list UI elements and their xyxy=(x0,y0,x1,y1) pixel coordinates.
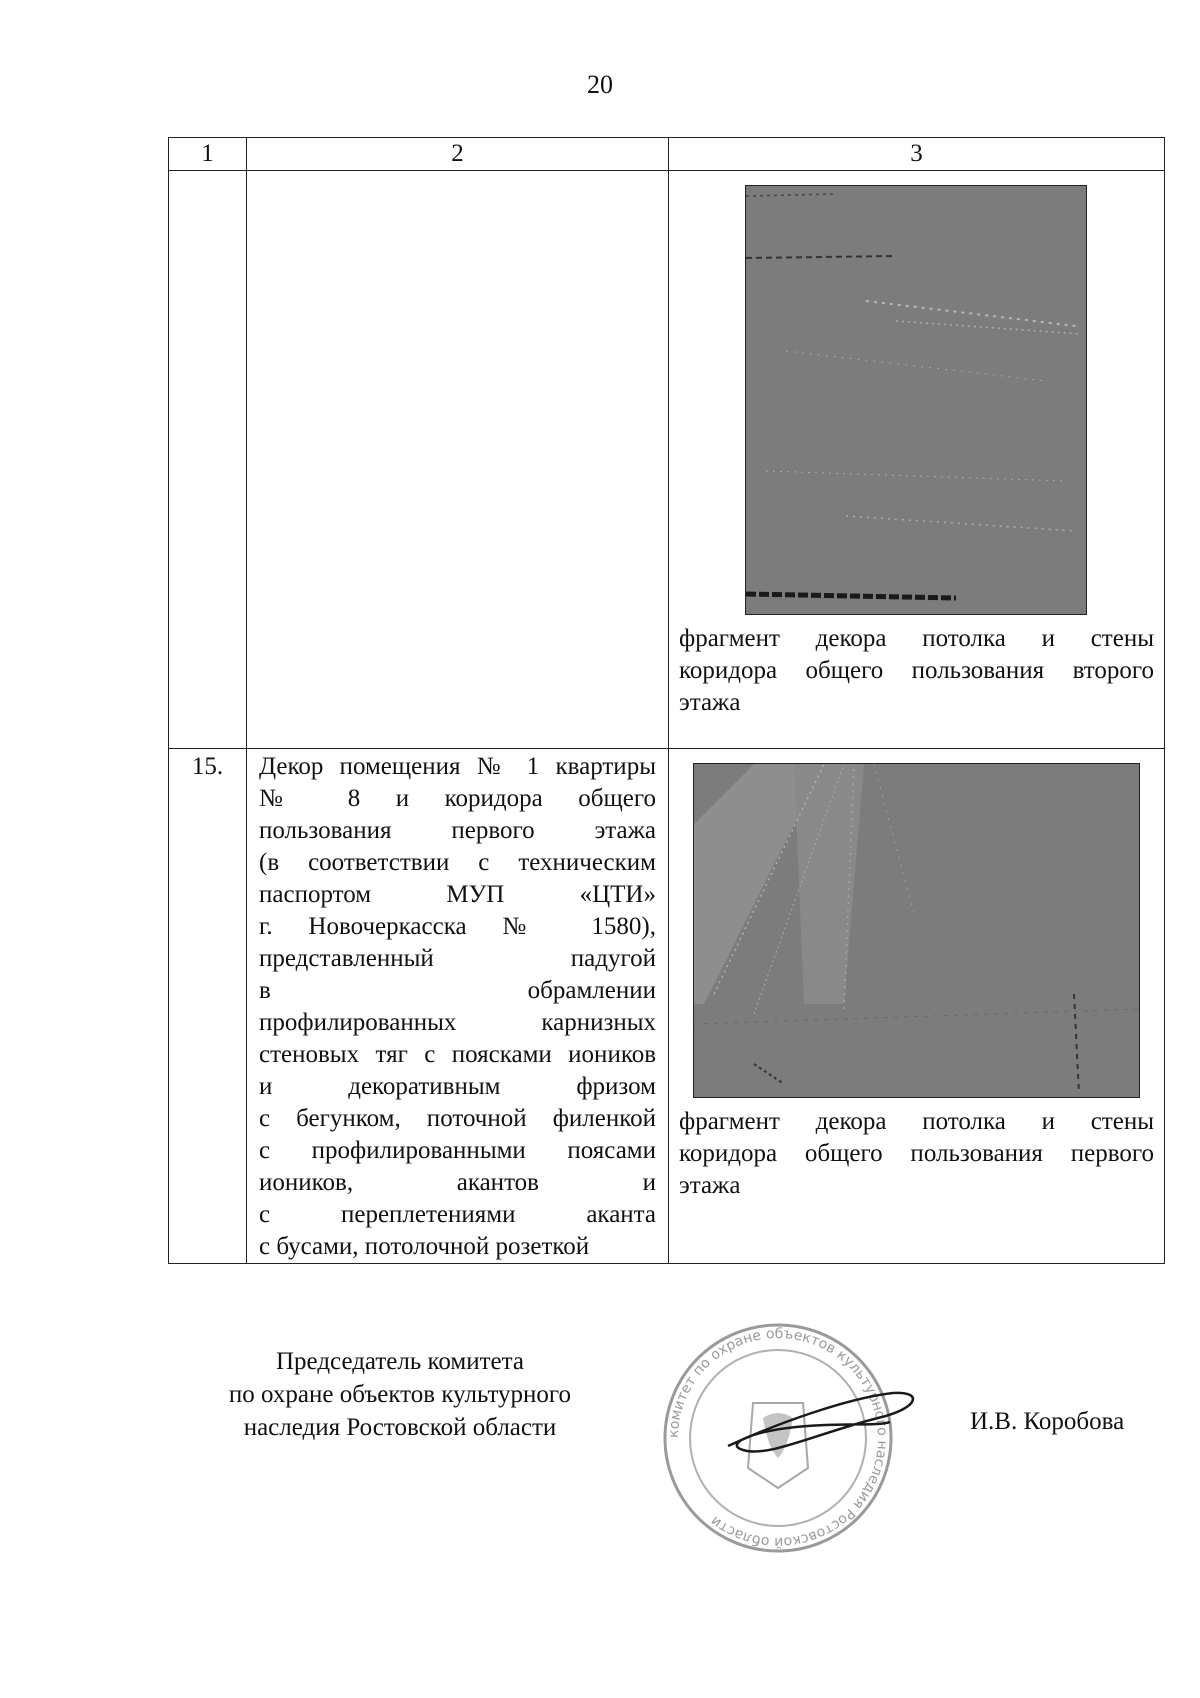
description-line: г. Новочеркасска № 1580), xyxy=(259,913,656,940)
photo-cell xyxy=(669,171,1165,749)
header-col-2: 2 xyxy=(247,138,669,171)
description-line: Декор помещения № 1 квартиры xyxy=(259,753,656,780)
description-line: стеновых тяг с поясками иоников xyxy=(259,1041,656,1068)
official-seal xyxy=(628,1318,948,1578)
description-line: представленный падугой xyxy=(259,945,656,972)
description-line: и декоративным фризом xyxy=(259,1073,656,1100)
caption-line: этажа xyxy=(679,689,741,716)
description-line: пользования первого этажа xyxy=(259,817,656,844)
position-line: Председатель комитета xyxy=(276,1348,524,1375)
description-line: паспортом МУП «ЦТИ» xyxy=(259,881,656,908)
photo-caption xyxy=(669,615,1164,719)
photo-caption xyxy=(669,1098,1164,1202)
header-col-3: 3 xyxy=(669,138,1165,171)
table-header-row xyxy=(169,138,1165,171)
photo-cell xyxy=(669,749,1165,1264)
description-line: с бусами, потолочной розеткой xyxy=(259,1233,590,1260)
photo-texture xyxy=(694,764,1139,1097)
table-row xyxy=(169,749,1165,1264)
description-line: № 8 и коридора общего xyxy=(259,785,656,812)
signatory-position xyxy=(200,1345,600,1444)
ceiling-photo-first-floor xyxy=(693,763,1140,1098)
position-line: наследия Ростовской области xyxy=(243,1414,557,1441)
caption-line: этажа xyxy=(679,1172,741,1199)
description-line: с бегунком, поточной филенкой xyxy=(259,1105,656,1132)
row-description xyxy=(247,749,669,1264)
caption-line: коридора общего пользования второго xyxy=(679,657,1154,684)
position-line: по охране объектов культурного xyxy=(228,1381,572,1408)
row-number: 15. xyxy=(169,749,247,1264)
heritage-table xyxy=(168,137,1165,1264)
caption-line: фрагмент декора потолка и стены xyxy=(679,625,1154,652)
seal-text: комитет по охране объектов культурного наследия Ростовской области xyxy=(665,1325,891,1551)
row-number xyxy=(169,171,247,749)
description-line: с переплетениями аканта xyxy=(259,1201,656,1228)
row-description xyxy=(247,171,669,749)
description-line: в обрамлении xyxy=(259,977,656,1004)
description-line: (в соответствии с техническим xyxy=(259,849,656,876)
description-line: с профилированными поясами xyxy=(259,1137,656,1164)
description-line: иоников, акантов и xyxy=(259,1169,656,1196)
signatory-name: И.В. Коробова xyxy=(970,1408,1125,1435)
ceiling-photo-second-floor xyxy=(745,185,1087,615)
photo-texture xyxy=(746,186,1086,614)
page-number: 20 xyxy=(587,70,613,99)
caption-line: фрагмент декора потолка и стены xyxy=(679,1108,1154,1135)
table-row xyxy=(169,171,1165,749)
header-col-1: 1 xyxy=(169,138,247,171)
description-line: профилированных карнизных xyxy=(259,1009,656,1036)
caption-line: коридора общего пользования первого xyxy=(679,1140,1154,1167)
